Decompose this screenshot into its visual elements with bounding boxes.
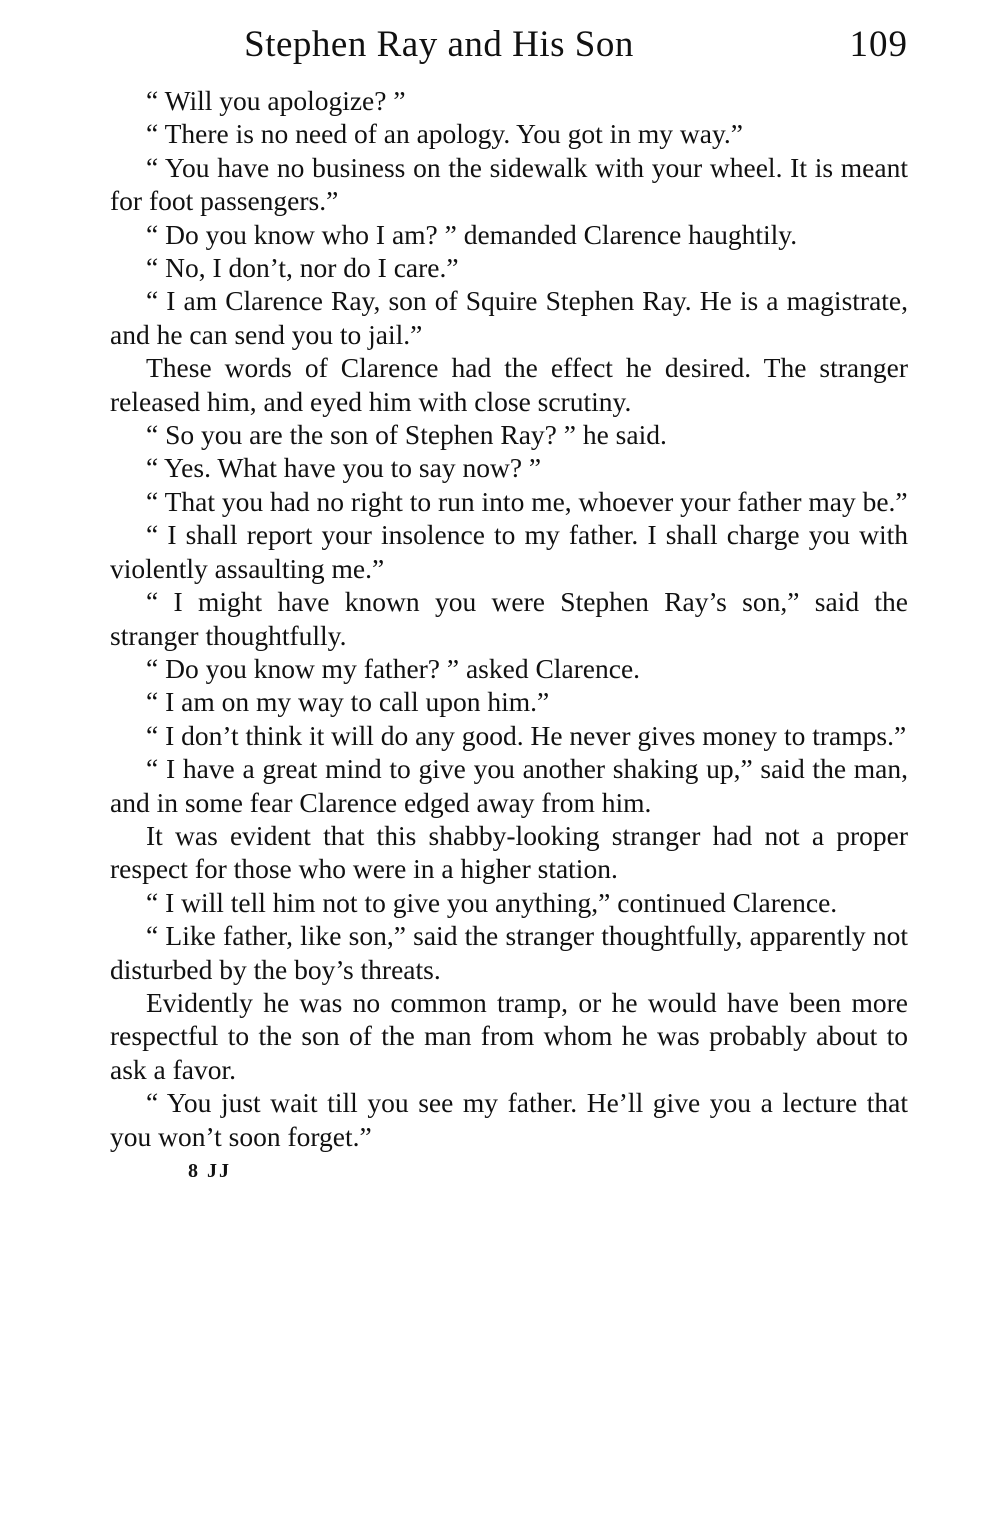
- running-title: Stephen Ray and His Son: [244, 24, 634, 65]
- page-number: 109: [849, 24, 908, 65]
- paragraph: It was evident that this shabby-looking stranger had not a proper respect for those who were in a higher station.: [110, 819, 908, 885]
- book-page: [110, 22, 908, 1185]
- paragraph: “ You have no business on the sidewalk with your wheel. It is meant for foot passengers.”: [110, 151, 908, 217]
- paragraph: “ I am Clarence Ray, son of Squire Stephen Ray. He is a magistrate, and he can send you to jail.”: [110, 285, 908, 350]
- signature-mark: 8 JJ: [188, 1160, 231, 1182]
- paragraph: Evidently he was no common tramp, or he would have been more respectful to the son of the man from whom he was probably about to ask a favor.: [110, 986, 908, 1085]
- paragraph: “ You just wait till you see my father. He’ll give you a lecture that you won’t soon forget.”: [110, 1087, 908, 1152]
- paragraph: “ I don’t think it will do any good. He never gives money to tramps.”: [146, 719, 907, 751]
- paragraph: “ I have a great mind to give you another shaking up,” said the man, and in some fear Clarence edged away from him.: [110, 753, 908, 818]
- paragraph: “ So you are the son of Stephen Ray? ” he said.: [146, 419, 667, 451]
- paragraph: “ There is no need of an apology. You got in my way.”: [146, 118, 743, 150]
- paragraph: “ I might have known you were Stephen Ray’s son,” said the stranger thoughtfully.: [110, 586, 908, 651]
- paragraph: “ I will tell him not to give you anything,” continued Clarence.: [146, 886, 838, 918]
- body-text: [110, 84, 908, 1153]
- paragraph: “ Do you know who I am? ” demanded Clarence haughtily.: [146, 218, 798, 250]
- paragraph: “ Will you apologize? ”: [146, 85, 406, 116]
- paragraph: “ No, I don’t, nor do I care.”: [146, 252, 459, 284]
- paragraph: “ That you had no right to run into me, whoever your father may be.”: [146, 485, 908, 517]
- paragraph: “ Do you know my father? ” asked Clarence.: [146, 652, 641, 684]
- page-header: [110, 22, 908, 68]
- paragraph: “ I am on my way to call upon him.”: [146, 686, 550, 718]
- paragraph: These words of Clarence had the effect he desired. The stranger released him, and eyed him with close scrutiny.: [110, 352, 908, 417]
- paragraph: “ I shall report your insolence to my father. I shall charge you with violently assaulting me.”: [110, 519, 908, 584]
- paragraph: “ Yes. What have you to say now? ”: [146, 452, 542, 484]
- paragraph: “ Like father, like son,” said the stranger thoughtfully, apparently not disturbed by the boy’s threats.: [110, 920, 908, 985]
